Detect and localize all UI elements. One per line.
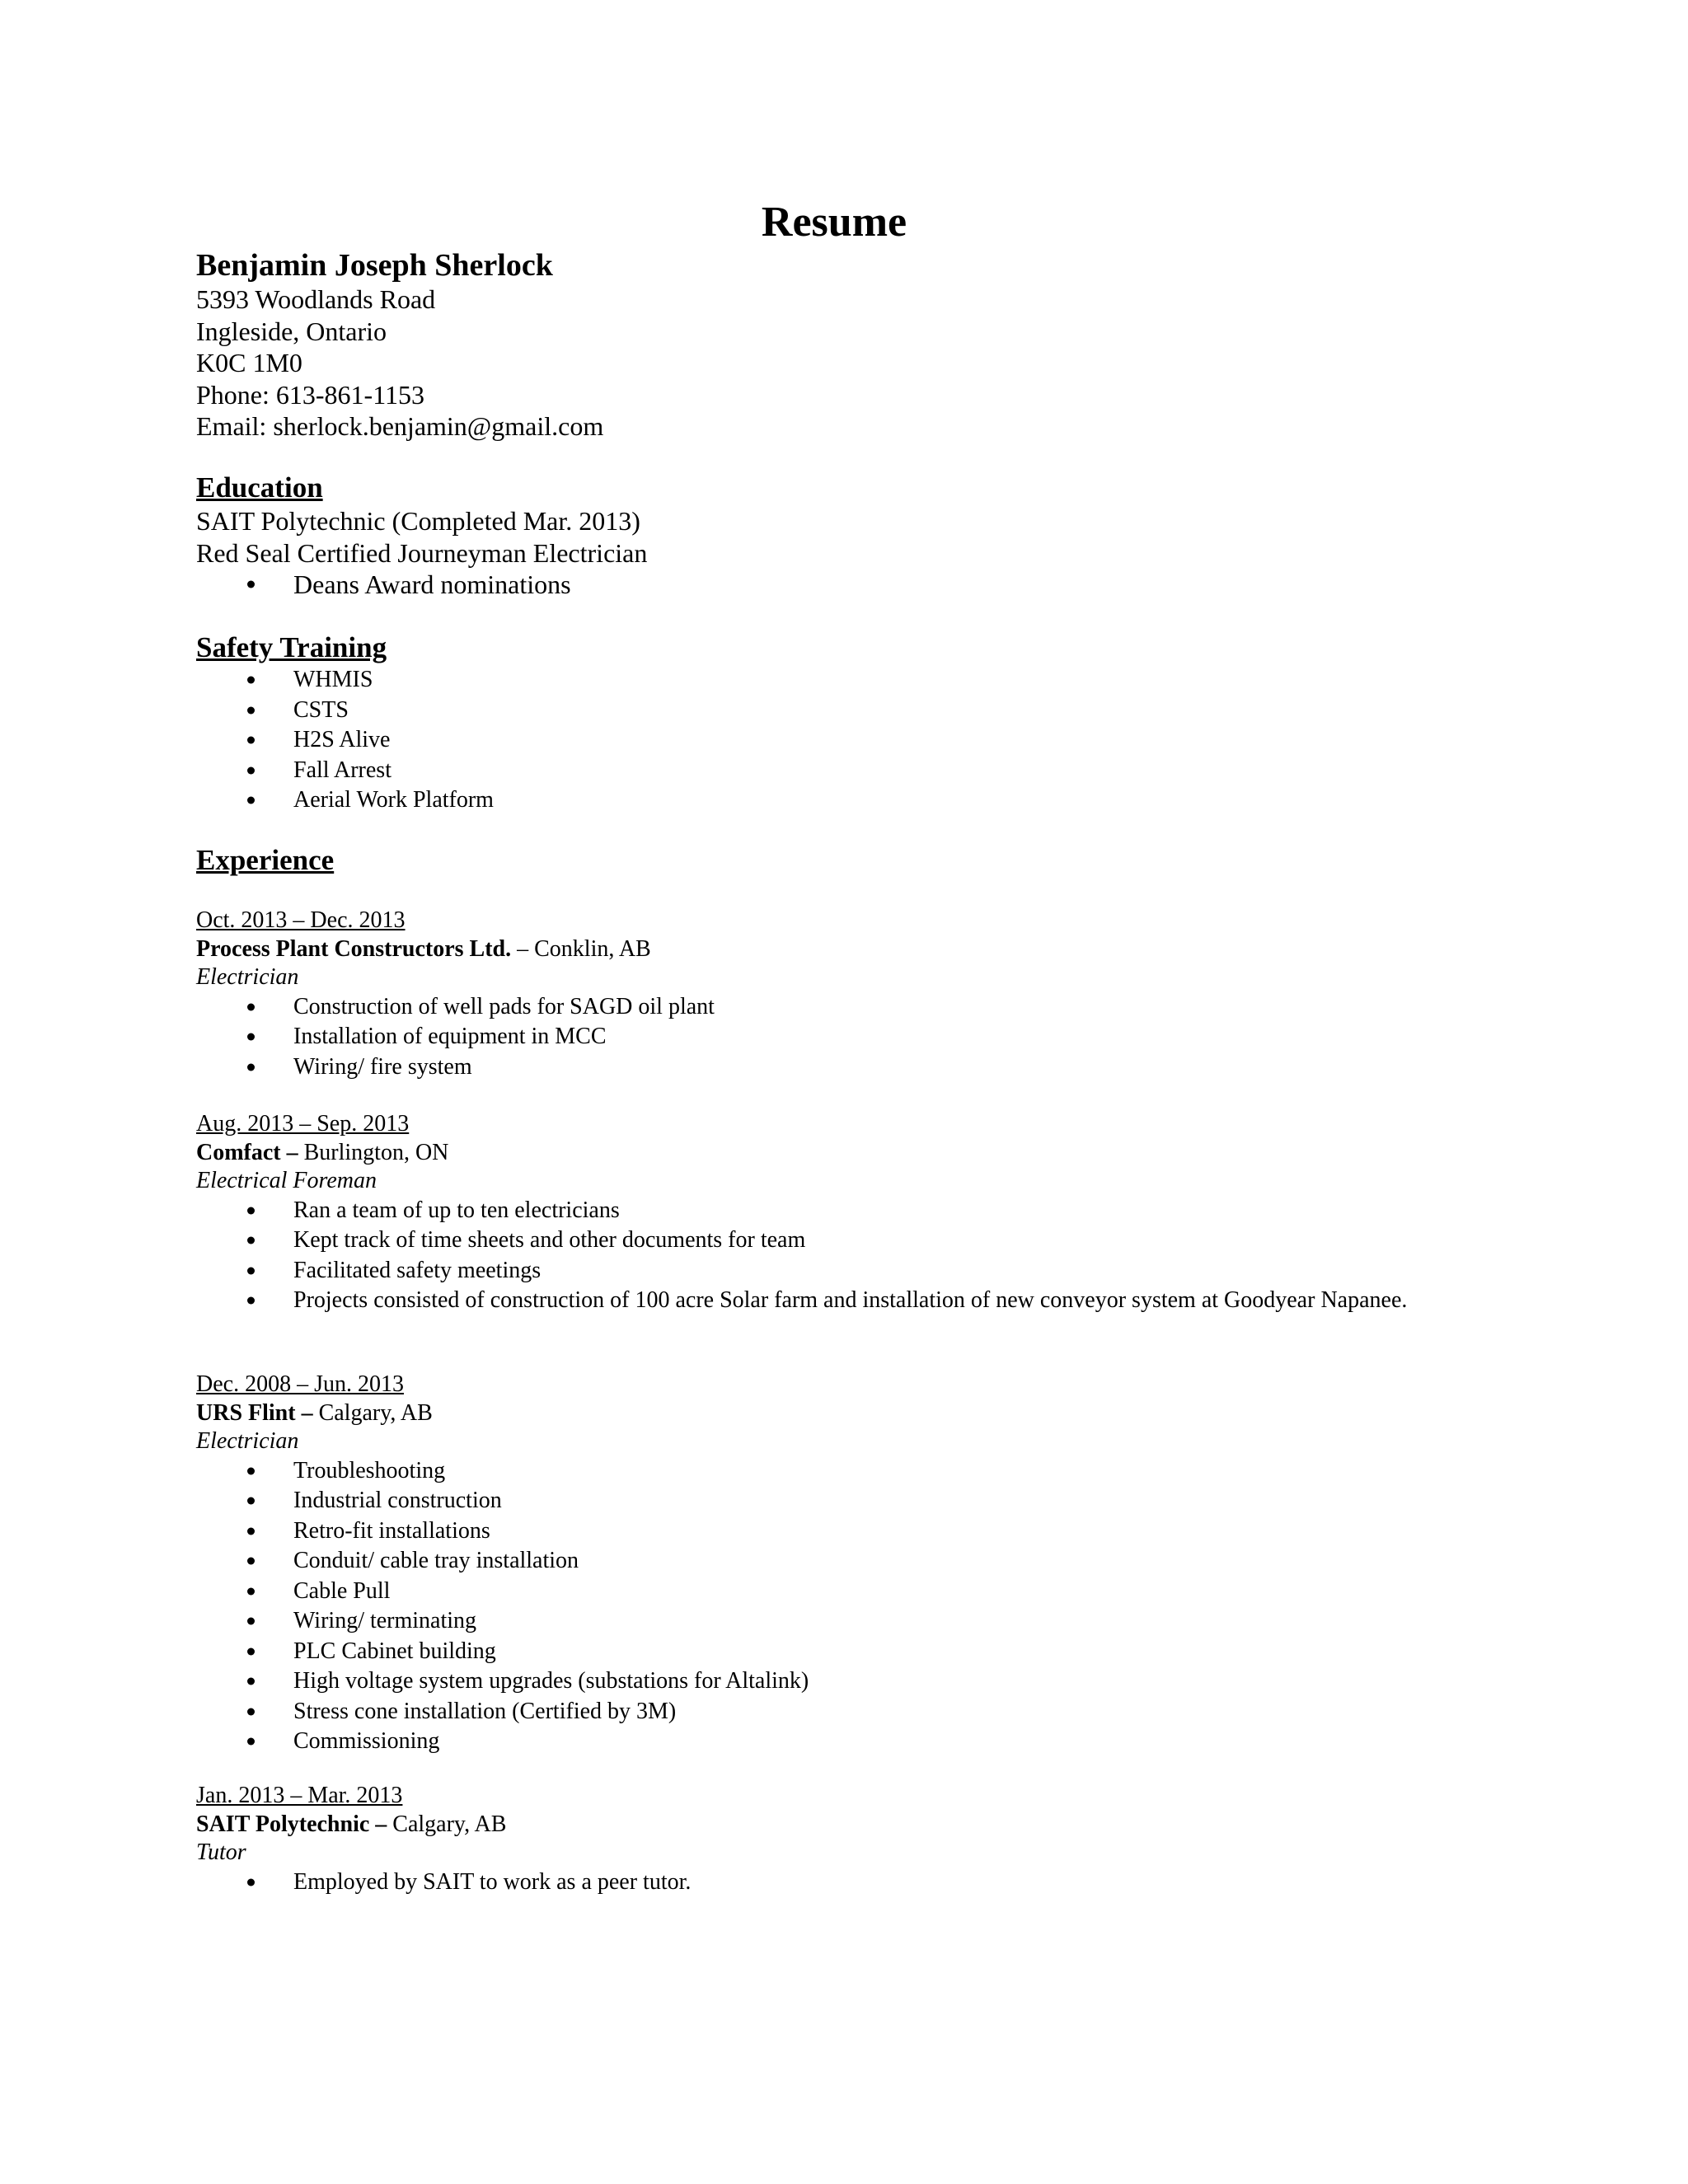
bullet-icon [247, 1878, 255, 1886]
bullet-icon [247, 1267, 255, 1274]
bullet-icon [247, 1527, 255, 1535]
bullet-icon [247, 1558, 255, 1565]
safety-training-list [196, 665, 1472, 816]
list-item: WHMIS [196, 665, 1472, 696]
bullet-icon [247, 1003, 255, 1010]
street-address: 5393 Woodlands Road [196, 284, 436, 314]
list-item: Troubleshooting [196, 1456, 1472, 1487]
bullet-icon [247, 677, 255, 684]
bullet-icon [247, 1647, 255, 1655]
list-item: Facilitated safety meetings [196, 1256, 1472, 1286]
education-heading: Education [196, 471, 323, 504]
experience-heading: Experience [196, 844, 335, 876]
job-company: Process Plant Constructors Ltd. – Conklin, AB [196, 935, 651, 962]
list-item: PLC Cabinet building [196, 1637, 1472, 1667]
job-company: SAIT Polytechnic – Calgary, AB [196, 1811, 507, 1837]
list-item: Construction of well pads for SAGD oil plant [196, 992, 1472, 1023]
job-role: Electrician [196, 1428, 299, 1454]
bullet-icon [247, 766, 255, 774]
job-role: Electrician [196, 964, 299, 990]
list-item: Wiring/ terminating [196, 1606, 1472, 1637]
education-lines [196, 505, 647, 569]
bullet-icon [247, 1708, 255, 1715]
list-item: Projects consisted of construction of 100 acre Solar farm and installation of new conveyor system at Goodyear Napanee. [196, 1286, 1472, 1316]
postal-code: K0C 1M0 [196, 348, 302, 377]
bullet-icon [247, 797, 255, 804]
job-role: Tutor [196, 1840, 246, 1865]
job-entry [196, 1371, 1472, 1757]
job-dates: Jan. 2013 – Mar. 2013 [196, 1783, 403, 1808]
job-entry [196, 1110, 1472, 1316]
list-item: Installation of equipment in MCC [196, 1022, 1472, 1052]
bullet-icon [247, 706, 255, 714]
job-dates: Oct. 2013 – Dec. 2013 [196, 907, 406, 933]
bullet-icon [247, 581, 255, 588]
list-item: Aerial Work Platform [196, 785, 1472, 816]
job-dates: Dec. 2008 – Jun. 2013 [196, 1371, 404, 1397]
bullet-icon [247, 1618, 255, 1625]
education-line: SAIT Polytechnic (Completed Mar. 2013) [196, 506, 640, 536]
city-province: Ingleside, Ontario [196, 316, 387, 346]
bullet-icon [247, 1497, 255, 1505]
phone-number: Phone: 613-861-1153 [196, 379, 425, 410]
list-item: High voltage system upgrades (substations for Altalink) [196, 1666, 1472, 1697]
list-item: Deans Award nominations [196, 569, 1472, 601]
document-title: Resume [761, 199, 907, 246]
list-item: H2S Alive [196, 725, 1472, 756]
list-item: Employed by SAIT to work as a peer tutor. [196, 1868, 1472, 1898]
list-item: Ran a team of up to ten electricians [196, 1196, 1472, 1226]
bullet-icon [247, 1297, 255, 1305]
job-entry [196, 1782, 1472, 1897]
bullet-icon [247, 1467, 255, 1474]
bullet-icon [247, 737, 255, 744]
job-duties [196, 1868, 1472, 1898]
list-item: Commissioning [196, 1727, 1472, 1757]
bullet-icon [247, 1678, 255, 1685]
list-item: Industrial construction [196, 1486, 1472, 1516]
list-item: Cable Pull [196, 1577, 1472, 1607]
job-duties [196, 1196, 1472, 1316]
bullet-icon [247, 1063, 255, 1071]
safety-training-heading: Safety Training [196, 631, 387, 663]
bullet-icon [247, 1738, 255, 1746]
list-item: Wiring/ fire system [196, 1052, 1472, 1083]
job-company: URS Flint – Calgary, AB [196, 1399, 433, 1426]
list-item: Conduit/ cable tray installation [196, 1546, 1472, 1577]
bullet-icon [247, 1237, 255, 1244]
email-address: Email: sherlock.benjamin@gmail.com [196, 411, 604, 441]
applicant-name: Benjamin Joseph Sherlock [196, 248, 553, 283]
job-duties [196, 1456, 1472, 1757]
job-duties [196, 992, 1472, 1083]
job-dates: Aug. 2013 – Sep. 2013 [196, 1111, 410, 1137]
bullet-icon [247, 1207, 255, 1214]
contact-block [196, 284, 603, 443]
education-line: Red Seal Certified Journeyman Electrician [196, 537, 648, 568]
job-company: Comfact – Burlington, ON [196, 1139, 449, 1165]
list-item: Retro-fit installations [196, 1516, 1472, 1547]
list-item: Kept track of time sheets and other documents for team [196, 1226, 1472, 1256]
list-item: Stress cone installation (Certified by 3M) [196, 1697, 1472, 1727]
list-item: CSTS [196, 696, 1472, 726]
job-entry [196, 907, 1472, 1082]
education-bullets [196, 569, 1472, 601]
bullet-icon [247, 1033, 255, 1041]
bullet-icon [247, 1587, 255, 1595]
job-role: Electrical Foreman [196, 1168, 377, 1193]
list-item: Fall Arrest [196, 756, 1472, 786]
